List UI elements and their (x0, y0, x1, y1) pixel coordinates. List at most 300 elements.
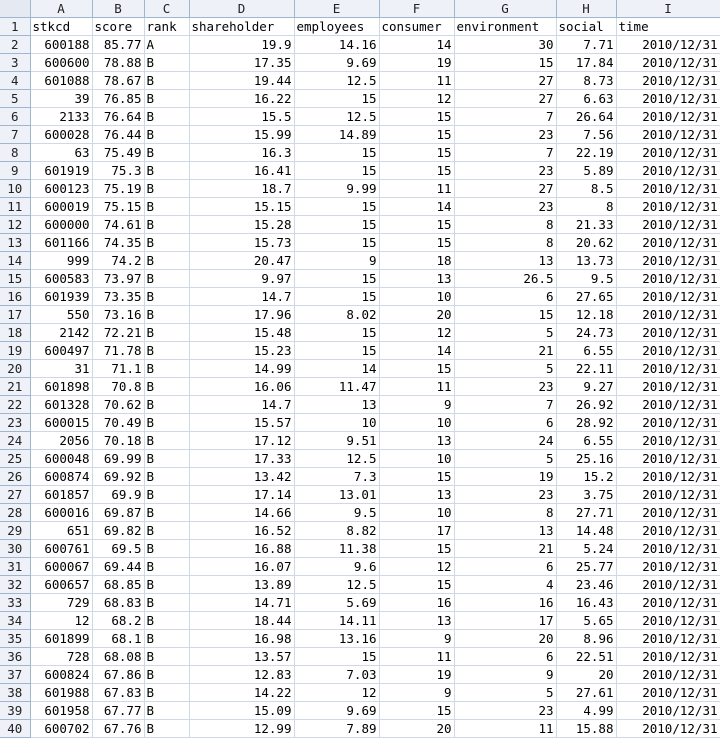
row-number[interactable]: 34 (0, 612, 30, 630)
table-cell[interactable]: 2010/12/31 (616, 558, 720, 576)
row-number[interactable]: 4 (0, 72, 30, 90)
table-cell[interactable]: 2010/12/31 (616, 162, 720, 180)
table-cell[interactable]: 15 (294, 342, 379, 360)
table-cell[interactable]: 68.08 (92, 648, 144, 666)
table-cell[interactable]: 14.7 (189, 288, 294, 306)
table-cell[interactable]: 9.51 (294, 432, 379, 450)
table-cell[interactable]: B (144, 522, 189, 540)
table-cell[interactable]: 11 (379, 72, 454, 90)
header-cell[interactable]: rank (144, 18, 189, 36)
table-cell[interactable]: A (144, 36, 189, 54)
table-cell[interactable]: 2010/12/31 (616, 360, 720, 378)
table-cell[interactable]: 15.88 (556, 720, 616, 738)
table-cell[interactable]: 73.16 (92, 306, 144, 324)
table-cell[interactable]: 74.61 (92, 216, 144, 234)
row-number[interactable]: 31 (0, 558, 30, 576)
table-cell[interactable]: 600015 (30, 414, 92, 432)
column-header-f[interactable]: F (379, 0, 454, 18)
row-number[interactable]: 38 (0, 684, 30, 702)
table-cell[interactable]: 70.8 (92, 378, 144, 396)
row-number[interactable]: 35 (0, 630, 30, 648)
table-cell[interactable]: 16.43 (556, 594, 616, 612)
table-cell[interactable]: 74.2 (92, 252, 144, 270)
table-cell[interactable]: 2010/12/31 (616, 54, 720, 72)
table-cell[interactable]: 22.51 (556, 648, 616, 666)
row-number[interactable]: 21 (0, 378, 30, 396)
table-cell[interactable]: 30 (454, 36, 556, 54)
table-cell[interactable]: B (144, 432, 189, 450)
table-cell[interactable]: 2010/12/31 (616, 432, 720, 450)
table-cell[interactable]: 5 (454, 360, 556, 378)
row-number[interactable]: 28 (0, 504, 30, 522)
table-cell[interactable]: 5 (454, 450, 556, 468)
table-cell[interactable]: 8.73 (556, 72, 616, 90)
table-cell[interactable]: 15 (294, 198, 379, 216)
table-cell[interactable]: 14.22 (189, 684, 294, 702)
table-cell[interactable]: 600600 (30, 54, 92, 72)
table-cell[interactable]: 9 (294, 252, 379, 270)
table-cell[interactable]: 12.18 (556, 306, 616, 324)
table-cell[interactable]: 20 (454, 630, 556, 648)
table-cell[interactable]: 7.3 (294, 468, 379, 486)
table-cell[interactable]: 27 (454, 180, 556, 198)
table-cell[interactable]: 78.88 (92, 54, 144, 72)
table-cell[interactable]: 2056 (30, 432, 92, 450)
table-cell[interactable]: 15 (379, 108, 454, 126)
table-cell[interactable]: 17.96 (189, 306, 294, 324)
table-cell[interactable]: 9.69 (294, 54, 379, 72)
table-cell[interactable]: 15 (294, 288, 379, 306)
table-cell[interactable]: 2010/12/31 (616, 342, 720, 360)
header-cell[interactable]: stkcd (30, 18, 92, 36)
table-cell[interactable]: 600048 (30, 450, 92, 468)
table-cell[interactable]: 69.99 (92, 450, 144, 468)
table-cell[interactable]: 7.56 (556, 126, 616, 144)
row-number[interactable]: 36 (0, 648, 30, 666)
table-cell[interactable]: 2010/12/31 (616, 450, 720, 468)
column-header-h[interactable]: H (556, 0, 616, 18)
row-number[interactable]: 29 (0, 522, 30, 540)
table-cell[interactable]: 15.57 (189, 414, 294, 432)
table-cell[interactable]: 14 (294, 360, 379, 378)
table-cell[interactable]: 7 (454, 144, 556, 162)
table-cell[interactable]: 73.35 (92, 288, 144, 306)
table-cell[interactable]: 2010/12/31 (616, 216, 720, 234)
table-cell[interactable]: 2010/12/31 (616, 108, 720, 126)
table-cell[interactable]: 729 (30, 594, 92, 612)
table-cell[interactable]: 12.5 (294, 576, 379, 594)
table-cell[interactable]: 85.77 (92, 36, 144, 54)
table-cell[interactable]: 23 (454, 126, 556, 144)
table-cell[interactable]: 6 (454, 288, 556, 306)
row-number[interactable]: 20 (0, 360, 30, 378)
table-cell[interactable]: 6.55 (556, 432, 616, 450)
table-cell[interactable]: 2133 (30, 108, 92, 126)
row-number[interactable]: 7 (0, 126, 30, 144)
table-cell[interactable]: 11 (379, 180, 454, 198)
row-number[interactable]: 6 (0, 108, 30, 126)
table-cell[interactable]: 15 (379, 702, 454, 720)
table-cell[interactable]: 14.89 (294, 126, 379, 144)
table-cell[interactable]: 2010/12/31 (616, 630, 720, 648)
table-cell[interactable]: B (144, 342, 189, 360)
header-cell[interactable]: social (556, 18, 616, 36)
table-cell[interactable]: 16.98 (189, 630, 294, 648)
table-cell[interactable]: 19.9 (189, 36, 294, 54)
table-cell[interactable]: 25.77 (556, 558, 616, 576)
table-cell[interactable]: 13 (379, 432, 454, 450)
table-cell[interactable]: 18.44 (189, 612, 294, 630)
table-cell[interactable]: 68.1 (92, 630, 144, 648)
table-cell[interactable]: 13.73 (556, 252, 616, 270)
table-cell[interactable]: 12 (379, 90, 454, 108)
row-number[interactable]: 25 (0, 450, 30, 468)
table-cell[interactable]: 728 (30, 648, 92, 666)
table-cell[interactable]: B (144, 486, 189, 504)
table-cell[interactable]: 16 (379, 594, 454, 612)
table-cell[interactable]: 5.69 (294, 594, 379, 612)
table-cell[interactable]: 15.99 (189, 126, 294, 144)
table-cell[interactable]: 69.82 (92, 522, 144, 540)
table-cell[interactable]: B (144, 576, 189, 594)
row-number[interactable]: 16 (0, 288, 30, 306)
table-cell[interactable]: 26.64 (556, 108, 616, 126)
table-cell[interactable]: 601088 (30, 72, 92, 90)
table-cell[interactable]: 75.3 (92, 162, 144, 180)
row-number[interactable]: 18 (0, 324, 30, 342)
column-header-a[interactable]: A (30, 0, 92, 18)
table-cell[interactable]: 2010/12/31 (616, 144, 720, 162)
table-cell[interactable]: 600123 (30, 180, 92, 198)
table-cell[interactable]: B (144, 612, 189, 630)
table-cell[interactable]: 11 (379, 648, 454, 666)
table-cell[interactable]: 15 (294, 648, 379, 666)
table-cell[interactable]: 12 (379, 324, 454, 342)
row-number[interactable]: 17 (0, 306, 30, 324)
table-cell[interactable]: 19.44 (189, 72, 294, 90)
table-cell[interactable]: 2010/12/31 (616, 288, 720, 306)
table-cell[interactable]: 24.73 (556, 324, 616, 342)
table-cell[interactable]: 8 (556, 198, 616, 216)
row-number[interactable]: 11 (0, 198, 30, 216)
table-cell[interactable]: B (144, 54, 189, 72)
table-cell[interactable]: 7 (454, 108, 556, 126)
table-cell[interactable]: B (144, 666, 189, 684)
table-cell[interactable]: 2010/12/31 (616, 90, 720, 108)
table-cell[interactable]: 14.7 (189, 396, 294, 414)
table-cell[interactable]: 16.41 (189, 162, 294, 180)
row-number[interactable]: 22 (0, 396, 30, 414)
table-cell[interactable]: 74.35 (92, 234, 144, 252)
table-cell[interactable]: 9.6 (294, 558, 379, 576)
table-cell[interactable]: 16.06 (189, 378, 294, 396)
select-all-corner[interactable] (0, 0, 30, 18)
table-cell[interactable]: 13.89 (189, 576, 294, 594)
table-cell[interactable]: 67.83 (92, 684, 144, 702)
row-number[interactable]: 23 (0, 414, 30, 432)
table-cell[interactable]: B (144, 162, 189, 180)
table-cell[interactable]: 14.48 (556, 522, 616, 540)
table-cell[interactable]: 16.07 (189, 558, 294, 576)
table-cell[interactable]: 7 (454, 396, 556, 414)
table-cell[interactable]: 27.65 (556, 288, 616, 306)
table-cell[interactable]: 9.97 (189, 270, 294, 288)
table-cell[interactable]: B (144, 234, 189, 252)
table-cell[interactable]: 600583 (30, 270, 92, 288)
table-cell[interactable]: 600657 (30, 576, 92, 594)
table-cell[interactable]: 11.47 (294, 378, 379, 396)
table-cell[interactable]: 4 (454, 576, 556, 594)
table-cell[interactable]: 15.28 (189, 216, 294, 234)
table-cell[interactable]: B (144, 324, 189, 342)
table-cell[interactable]: 12 (30, 612, 92, 630)
table-cell[interactable]: 2010/12/31 (616, 684, 720, 702)
table-cell[interactable]: 601958 (30, 702, 92, 720)
table-cell[interactable]: 12.99 (189, 720, 294, 738)
table-cell[interactable]: 70.18 (92, 432, 144, 450)
column-header-d[interactable]: D (189, 0, 294, 18)
table-cell[interactable]: 6 (454, 414, 556, 432)
header-cell[interactable]: score (92, 18, 144, 36)
table-cell[interactable]: 17 (379, 522, 454, 540)
row-number[interactable]: 33 (0, 594, 30, 612)
table-cell[interactable]: B (144, 288, 189, 306)
table-cell[interactable]: 601988 (30, 684, 92, 702)
table-cell[interactable]: 601919 (30, 162, 92, 180)
table-cell[interactable]: 69.87 (92, 504, 144, 522)
table-cell[interactable]: B (144, 720, 189, 738)
table-cell[interactable]: B (144, 504, 189, 522)
table-cell[interactable]: 2010/12/31 (616, 594, 720, 612)
table-cell[interactable]: 15 (294, 90, 379, 108)
table-cell[interactable]: 15.2 (556, 468, 616, 486)
row-number[interactable]: 37 (0, 666, 30, 684)
table-cell[interactable]: 2010/12/31 (616, 468, 720, 486)
table-cell[interactable]: 67.76 (92, 720, 144, 738)
table-cell[interactable]: 12.83 (189, 666, 294, 684)
table-cell[interactable]: 21.33 (556, 216, 616, 234)
table-cell[interactable]: 9.5 (294, 504, 379, 522)
table-cell[interactable]: 9.99 (294, 180, 379, 198)
table-cell[interactable]: B (144, 144, 189, 162)
table-cell[interactable]: 69.9 (92, 486, 144, 504)
header-cell[interactable]: consumer (379, 18, 454, 36)
table-cell[interactable]: 600497 (30, 342, 92, 360)
table-cell[interactable]: 6 (454, 648, 556, 666)
table-cell[interactable]: 2010/12/31 (616, 504, 720, 522)
table-cell[interactable]: 7.03 (294, 666, 379, 684)
table-cell[interactable]: 23 (454, 486, 556, 504)
table-cell[interactable]: 27 (454, 90, 556, 108)
table-cell[interactable]: 600000 (30, 216, 92, 234)
table-cell[interactable]: 4.99 (556, 702, 616, 720)
table-cell[interactable]: 75.49 (92, 144, 144, 162)
table-cell[interactable]: 20.62 (556, 234, 616, 252)
table-cell[interactable]: 15 (379, 576, 454, 594)
table-cell[interactable]: 9 (379, 396, 454, 414)
row-number[interactable]: 39 (0, 702, 30, 720)
table-cell[interactable]: 63 (30, 144, 92, 162)
column-header-e[interactable]: E (294, 0, 379, 18)
table-cell[interactable]: 68.83 (92, 594, 144, 612)
table-cell[interactable]: 601328 (30, 396, 92, 414)
table-cell[interactable]: 16 (454, 594, 556, 612)
table-cell[interactable]: 14.71 (189, 594, 294, 612)
table-cell[interactable]: 2010/12/31 (616, 486, 720, 504)
table-cell[interactable]: 601939 (30, 288, 92, 306)
table-cell[interactable]: 15.09 (189, 702, 294, 720)
table-cell[interactable]: 12 (379, 558, 454, 576)
table-cell[interactable]: 15 (294, 216, 379, 234)
row-number[interactable]: 14 (0, 252, 30, 270)
table-cell[interactable]: 13.16 (294, 630, 379, 648)
table-cell[interactable]: 69.5 (92, 540, 144, 558)
table-cell[interactable]: 18.7 (189, 180, 294, 198)
table-cell[interactable]: 8 (454, 234, 556, 252)
table-cell[interactable]: B (144, 198, 189, 216)
row-number[interactable]: 27 (0, 486, 30, 504)
table-cell[interactable]: 24 (454, 432, 556, 450)
table-cell[interactable]: 75.19 (92, 180, 144, 198)
table-cell[interactable]: 71.78 (92, 342, 144, 360)
table-cell[interactable]: 14.99 (189, 360, 294, 378)
table-cell[interactable]: 15.5 (189, 108, 294, 126)
table-cell[interactable]: 15 (294, 144, 379, 162)
table-cell[interactable]: 600874 (30, 468, 92, 486)
table-cell[interactable]: 12.5 (294, 72, 379, 90)
table-cell[interactable]: 2010/12/31 (616, 414, 720, 432)
table-cell[interactable]: 2010/12/31 (616, 648, 720, 666)
table-cell[interactable]: 71.1 (92, 360, 144, 378)
header-cell[interactable]: employees (294, 18, 379, 36)
table-cell[interactable]: 600067 (30, 558, 92, 576)
table-cell[interactable]: 13.01 (294, 486, 379, 504)
table-cell[interactable]: 2142 (30, 324, 92, 342)
table-cell[interactable]: 10 (294, 414, 379, 432)
table-cell[interactable]: 14.16 (294, 36, 379, 54)
row-number[interactable]: 8 (0, 144, 30, 162)
table-cell[interactable]: 600016 (30, 504, 92, 522)
table-cell[interactable]: 17.35 (189, 54, 294, 72)
table-cell[interactable]: B (144, 702, 189, 720)
table-cell[interactable]: 14.11 (294, 612, 379, 630)
table-cell[interactable]: 18 (379, 252, 454, 270)
row-number[interactable]: 15 (0, 270, 30, 288)
table-cell[interactable]: 17.14 (189, 486, 294, 504)
table-cell[interactable]: B (144, 684, 189, 702)
table-cell[interactable]: 17.84 (556, 54, 616, 72)
table-cell[interactable]: 75.15 (92, 198, 144, 216)
row-number[interactable]: 26 (0, 468, 30, 486)
row-number[interactable]: 40 (0, 720, 30, 738)
table-cell[interactable]: 2010/12/31 (616, 306, 720, 324)
column-header-b[interactable]: B (92, 0, 144, 18)
table-cell[interactable]: 23.46 (556, 576, 616, 594)
table-cell[interactable]: B (144, 270, 189, 288)
table-cell[interactable]: 2010/12/31 (616, 198, 720, 216)
row-number[interactable]: 5 (0, 90, 30, 108)
table-cell[interactable]: 22.11 (556, 360, 616, 378)
table-cell[interactable]: 23 (454, 162, 556, 180)
table-cell[interactable]: 550 (30, 306, 92, 324)
table-cell[interactable]: 600824 (30, 666, 92, 684)
table-cell[interactable]: 70.49 (92, 414, 144, 432)
table-cell[interactable]: 15.48 (189, 324, 294, 342)
table-cell[interactable]: 13 (454, 522, 556, 540)
table-cell[interactable]: B (144, 378, 189, 396)
table-cell[interactable]: 13 (379, 270, 454, 288)
table-cell[interactable]: 2010/12/31 (616, 522, 720, 540)
table-cell[interactable]: 76.85 (92, 90, 144, 108)
table-cell[interactable]: 15 (379, 540, 454, 558)
table-cell[interactable]: 6.63 (556, 90, 616, 108)
row-number[interactable]: 13 (0, 234, 30, 252)
table-cell[interactable]: 69.44 (92, 558, 144, 576)
table-cell[interactable]: 11 (454, 720, 556, 738)
table-cell[interactable]: 2010/12/31 (616, 720, 720, 738)
table-cell[interactable]: 601857 (30, 486, 92, 504)
table-cell[interactable]: 67.86 (92, 666, 144, 684)
table-cell[interactable]: 15.73 (189, 234, 294, 252)
table-cell[interactable]: 16.22 (189, 90, 294, 108)
table-cell[interactable]: B (144, 540, 189, 558)
table-cell[interactable]: 9.27 (556, 378, 616, 396)
row-number[interactable]: 9 (0, 162, 30, 180)
table-cell[interactable]: B (144, 108, 189, 126)
table-cell[interactable]: 2010/12/31 (616, 612, 720, 630)
table-cell[interactable]: 20 (379, 720, 454, 738)
column-header-g[interactable]: G (454, 0, 556, 18)
table-cell[interactable]: 8.82 (294, 522, 379, 540)
table-cell[interactable]: 15 (379, 468, 454, 486)
table-cell[interactable]: 5 (454, 684, 556, 702)
table-cell[interactable]: 9 (379, 630, 454, 648)
table-cell[interactable]: 6 (454, 558, 556, 576)
table-cell[interactable]: 67.77 (92, 702, 144, 720)
table-cell[interactable]: 72.21 (92, 324, 144, 342)
table-cell[interactable]: 15 (379, 360, 454, 378)
table-cell[interactable]: B (144, 648, 189, 666)
table-cell[interactable]: 14 (379, 198, 454, 216)
table-cell[interactable]: 23 (454, 198, 556, 216)
header-cell[interactable]: time (616, 18, 720, 36)
table-cell[interactable]: B (144, 90, 189, 108)
table-cell[interactable]: 13.42 (189, 468, 294, 486)
table-cell[interactable]: 5.89 (556, 162, 616, 180)
table-cell[interactable]: 27 (454, 72, 556, 90)
table-cell[interactable]: 13.57 (189, 648, 294, 666)
table-cell[interactable]: 15 (379, 162, 454, 180)
table-cell[interactable]: 7.89 (294, 720, 379, 738)
column-header-i[interactable]: I (616, 0, 720, 18)
table-cell[interactable]: 11.38 (294, 540, 379, 558)
table-cell[interactable]: 600702 (30, 720, 92, 738)
table-cell[interactable]: 2010/12/31 (616, 234, 720, 252)
table-cell[interactable]: 10 (379, 504, 454, 522)
table-cell[interactable]: 2010/12/31 (616, 252, 720, 270)
table-cell[interactable]: 15 (379, 234, 454, 252)
table-cell[interactable]: 601166 (30, 234, 92, 252)
table-cell[interactable]: B (144, 594, 189, 612)
table-cell[interactable]: 10 (379, 450, 454, 468)
table-cell[interactable]: 17.12 (189, 432, 294, 450)
table-cell[interactable]: B (144, 216, 189, 234)
table-cell[interactable]: 15 (294, 234, 379, 252)
row-number[interactable]: 3 (0, 54, 30, 72)
table-cell[interactable]: 16.3 (189, 144, 294, 162)
table-cell[interactable]: 23 (454, 378, 556, 396)
table-cell[interactable]: 15 (379, 144, 454, 162)
